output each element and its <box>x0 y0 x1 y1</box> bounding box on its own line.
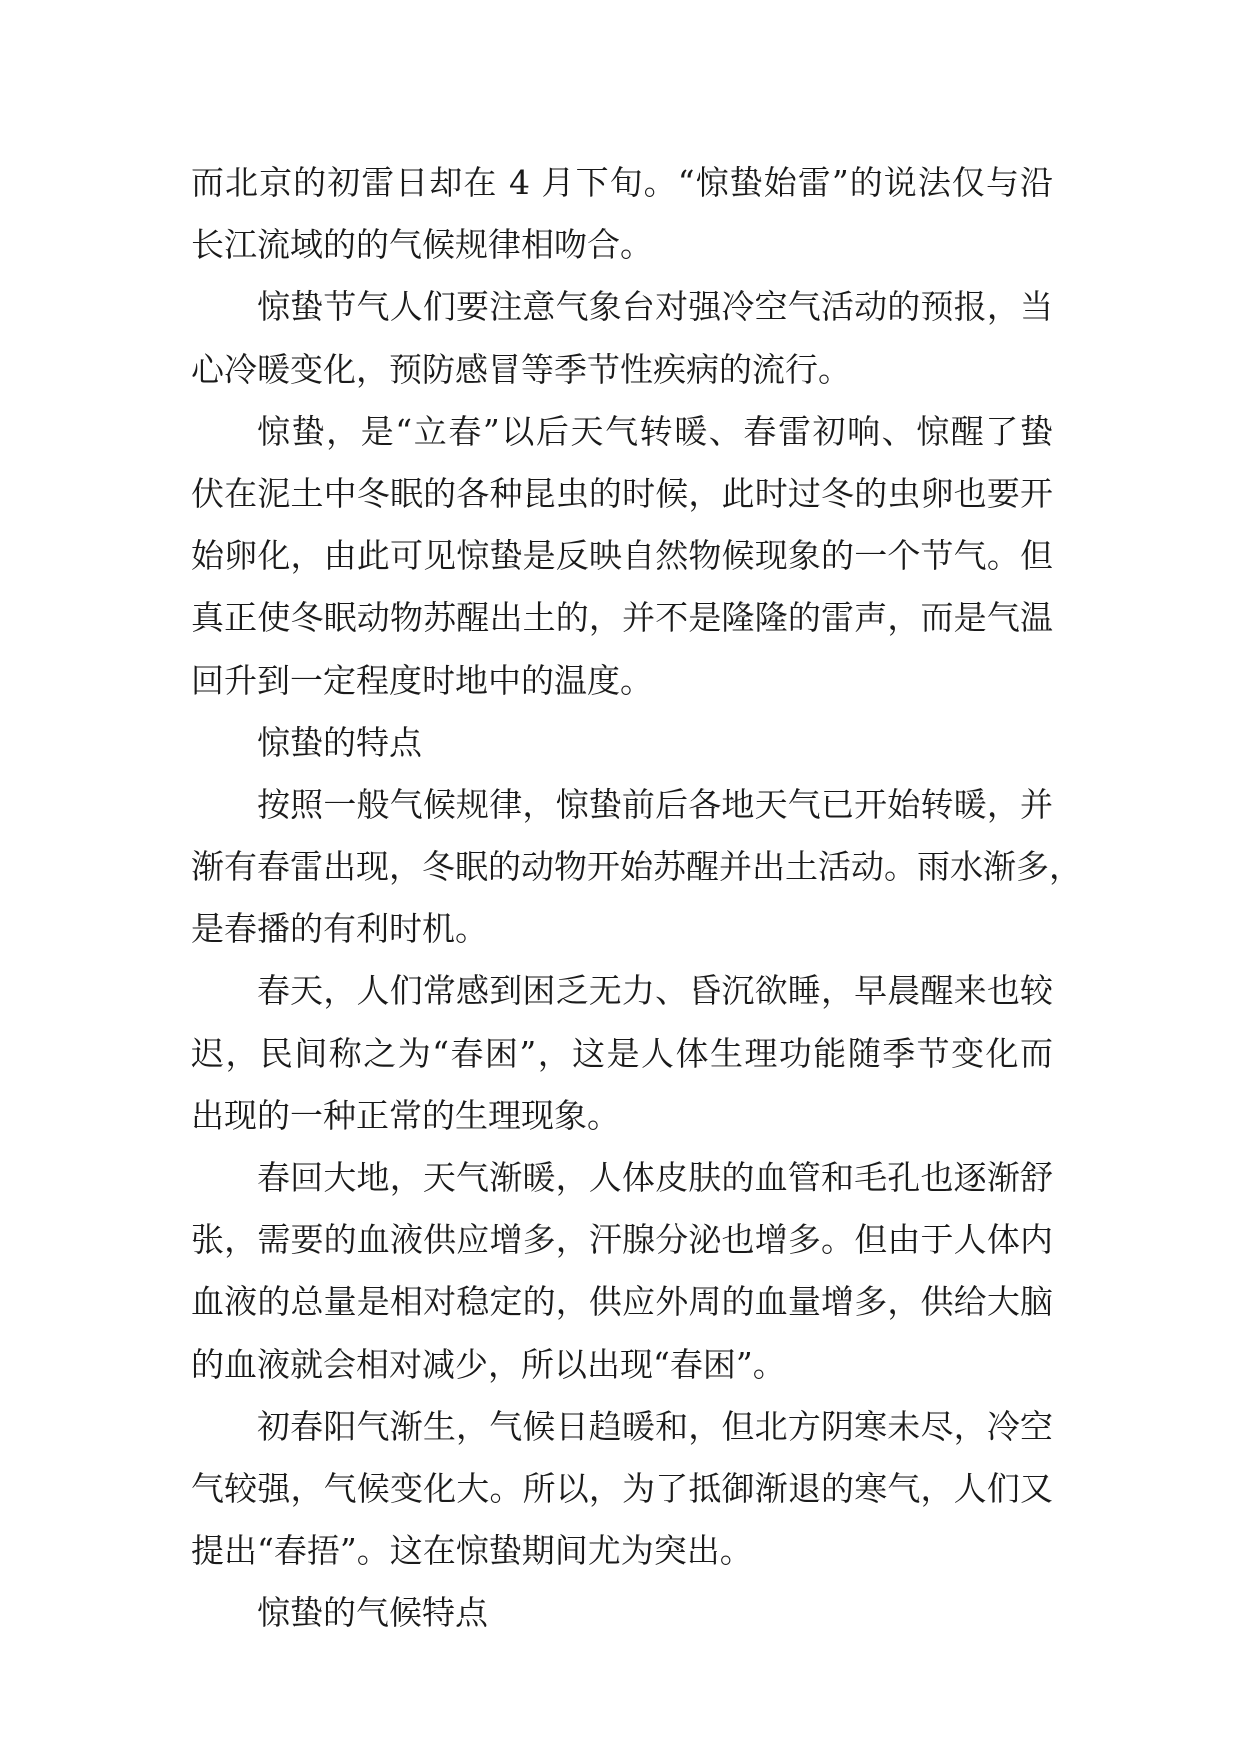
text-line: 出现的一种正常的生理现象。 <box>191 1095 620 1135</box>
text-line: 而北京的初雷日却在 4 月下旬。“惊蛰始雷”的说法仅与沿 <box>191 163 1053 202</box>
text-line: 迟，民间称之为“春困”，这是人体生理功能随季节变化而 <box>191 1033 1053 1073</box>
text-line: 张，需要的血液供应增多，汗腺分泌也增多。但由于人体内 <box>191 1220 1053 1260</box>
paragraph <box>191 152 1053 276</box>
paragraph <box>191 401 1053 712</box>
text-line: 始卵化，由此可见惊蛰是反映自然物候现象的一个节气。但 <box>191 536 1053 576</box>
text-line: 提出“春捂”。这在惊蛰期间尤为突出。 <box>191 1531 753 1571</box>
text-line: 伏在泥土中冬眠的各种昆虫的时候，此时过冬的虫卵也要开 <box>191 473 1053 513</box>
document-body <box>191 152 1082 1645</box>
text-line: 的血液就会相对减少，所以出现“春困”。 <box>191 1344 786 1384</box>
text-line: 惊蛰，是“立春”以后天气转暖、春雷初响、惊醒了蛰 <box>257 411 1053 451</box>
paragraph <box>191 774 1082 961</box>
text-line: 是春播的有利时机。 <box>191 909 488 949</box>
text-line: 心冷暖变化，预防感冒等季节性疾病的流行。 <box>191 349 851 389</box>
text-line: 血液的总量是相对稳定的，供应外周的血量增多，供给大脑 <box>191 1282 1053 1322</box>
text-line: 惊蛰的特点 <box>257 722 422 762</box>
paragraph <box>191 1147 1053 1396</box>
text-line: 初春阳气渐生，气候日趋暖和，但北方阴寒未尽，冷空 <box>257 1406 1053 1446</box>
paragraph <box>191 960 1053 1147</box>
paragraph <box>191 1582 1053 1644</box>
text-line: 春天，人们常感到困乏无力、昏沉欲睡，早晨醒来也较 <box>257 971 1053 1011</box>
text-line: 回升到一定程度时地中的温度。 <box>191 660 653 700</box>
text-line: 渐有春雷出现，冬眠的动物开始苏醒并出土活动。雨水渐多， <box>191 847 1082 887</box>
text-line: 按照一般气候规律，惊蛰前后各地天气已开始转暖，并 <box>257 784 1053 824</box>
text-line: 春回大地，天气渐暖，人体皮肤的血管和毛孔也逐渐舒 <box>257 1158 1053 1197</box>
text-line: 惊蛰节气人们要注意气象台对强冷空气活动的预报，当 <box>257 287 1053 327</box>
text-line: 惊蛰的气候特点 <box>257 1593 488 1633</box>
paragraph <box>191 1396 1053 1583</box>
text-line: 长江流域的的气候规律相吻合。 <box>191 225 653 265</box>
paragraph <box>191 276 1053 400</box>
text-line: 真正使冬眠动物苏醒出土的，并不是隆隆的雷声，而是气温 <box>191 598 1053 638</box>
paragraph <box>191 712 1053 774</box>
text-line: 气较强，气候变化大。所以，为了抵御渐退的寒气，人们又 <box>191 1468 1053 1508</box>
